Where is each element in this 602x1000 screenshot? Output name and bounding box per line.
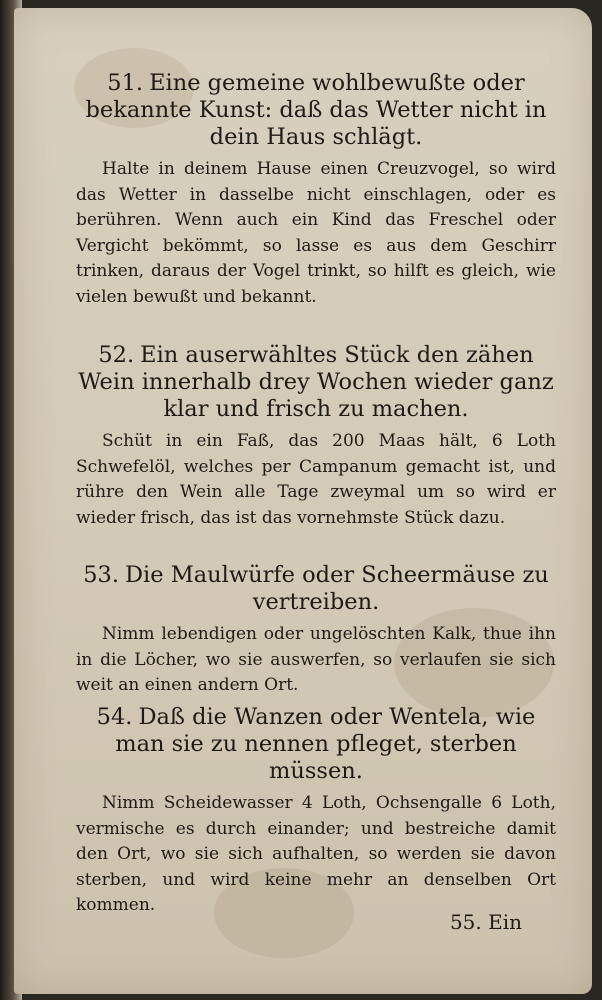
section-body: Halte in deinem Hause einen Creuzvogel, so wird das Wetter in dasselbe nicht einschlagen, oder es berühren. Wenn auch ein Kind das Freschel oder Vergicht bekömmt, so lasse es aus dem Geschirr trinken, daraus der Vogel trinkt, so hilft es gleich, wie vielen bewußt und bekannt.: [76, 159, 556, 307]
section-heading: [76, 562, 556, 616]
section-title: Eine gemeine wohlbewußte oder bekannte Kunst: daß das Wetter nicht in dein Haus schlägt.: [85, 70, 547, 150]
section-54: [76, 704, 556, 919]
section-body: Nimm Scheidewasser 4 Loth, Ochsengalle 6 Loth, vermische es durch einander; und bestreiche damit den Ort, wo sie sich aufhalten, so werden sie davon sterben, und wird keine mehr an denselben Ort kommen.: [76, 793, 556, 915]
section-number: 51.: [107, 70, 144, 96]
section-51: [76, 70, 556, 310]
section-number: 54.: [96, 704, 133, 730]
section-53: [76, 562, 556, 699]
section-body: Schüt in ein Faß, das 200 Maas hält, 6 Loth Schwefelöl, welches per Campanum gemacht ist, und rühre den Wein alle Tage zweymal um so wird er wieder frisch, das ist das vornehmste Stück dazu.: [76, 431, 556, 528]
section-number: 52.: [98, 342, 135, 368]
section-heading: [76, 704, 556, 785]
section-body: Nimm lebendigen oder ungelöschten Kalk, thue ihn in die Löcher, wo sie auswerfen, so verlaufen sie sich weit an einen andern Ort.: [76, 624, 556, 695]
section-number: 53.: [83, 562, 119, 588]
section-52: [76, 342, 556, 531]
section-heading: [76, 70, 556, 151]
catchword: 55. Ein: [449, 910, 522, 934]
section-title: Daß die Wanzen oder Wentela, wie man sie zu nennen pfleget, sterben müssen.: [115, 704, 536, 784]
section-title: Ein auserwähltes Stück den zähen Wein innerhalb drey Wochen wieder ganz klar und frisch zu machen.: [78, 342, 554, 422]
section-title: Die Maulwürfe oder Scheermäuse zu vertreiben.: [124, 562, 549, 615]
section-heading: [76, 342, 556, 423]
